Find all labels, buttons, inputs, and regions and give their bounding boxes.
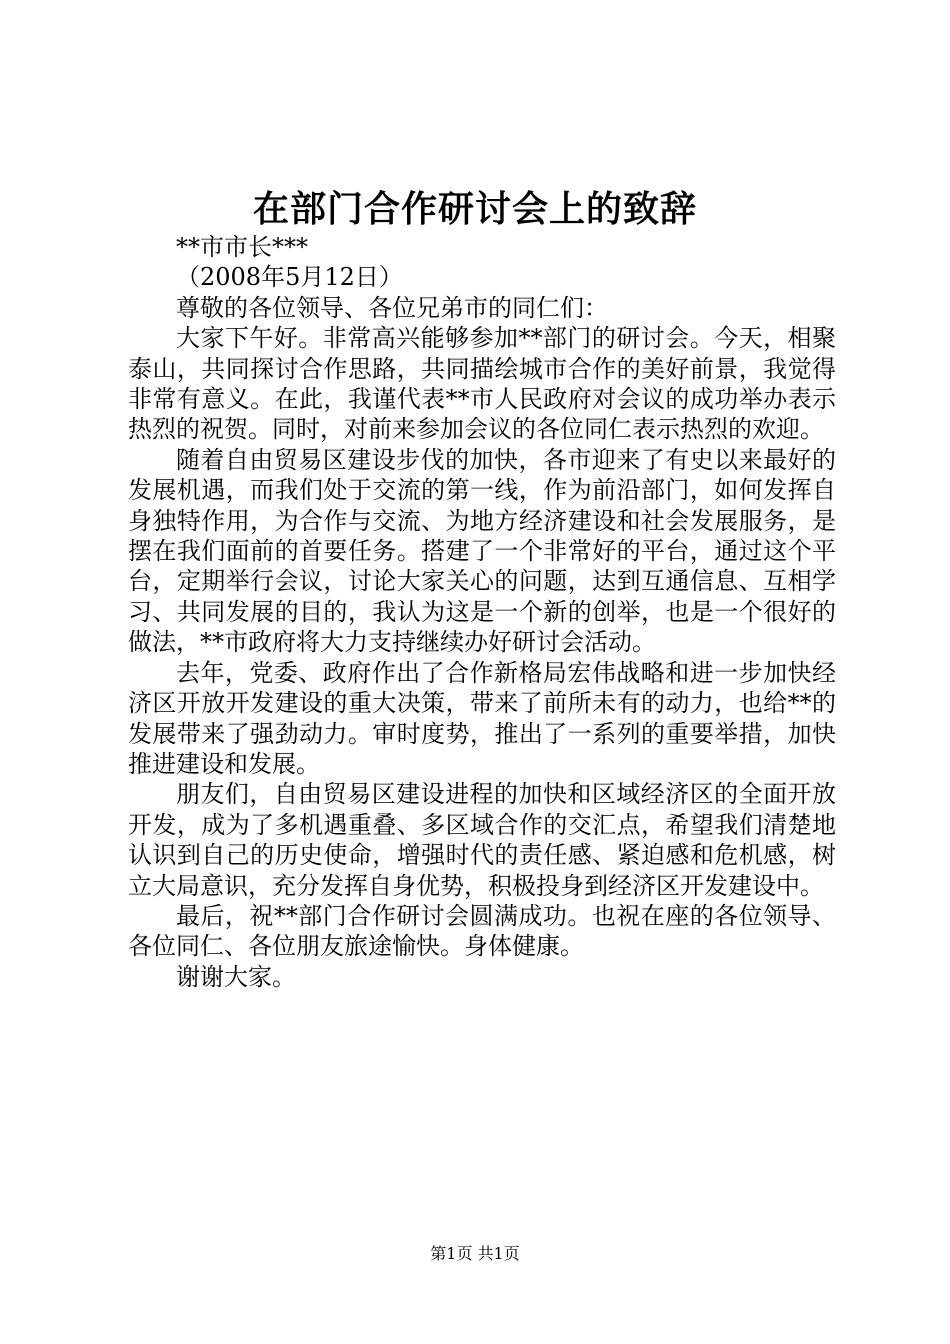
paragraph: 朋友们，自由贸易区建设进程的加快和区域经济区的全面开放开发，成为了多机遇重叠、多区域合作的交汇点，希望我们清楚地认识到自己的历史使命，增强时代的责任感、紧迫感和危机感，树立大局意识，充分发挥自身优势，积极投身到经济区开发建设中。 xyxy=(128,780,836,900)
salutation: 尊敬的各位领导、各位兄弟市的同仁们： xyxy=(176,293,608,322)
date-line: （2008年5月12日） xyxy=(176,263,403,292)
paragraph: 随着自由贸易区建设步伐的加快，各市迎来了有史以来最好的发展机遇，而我们处于交流的第一线，作为前沿部门，如何发挥自身独特作用，为合作与交流、为地方经济建设和社会发展服务，是摆在我们面前的首要任务。搭建了一个非常好的平台，通过这个平台，定期举行会议，讨论大家关心的问题，达到互通信息、互相学习、共同发展的目的，我认为这是一个新的创举，也是一个很好的做法，**市政府将大力支持继续办好研讨会活动。 xyxy=(128,445,836,657)
author-line: **市市长*** xyxy=(176,233,308,261)
paragraph: 最后，祝**部门合作研讨会圆满成功。也祝在座的各位领导、各位同仁、各位朋友旅途愉快。身体健康。 xyxy=(128,901,836,961)
page-footer: 第1页 共1页 xyxy=(430,1244,520,1263)
closing-line: 谢谢大家。 xyxy=(176,962,296,991)
paragraph: 大家下午好。非常高兴能够参加**部门的研讨会。今天，相聚泰山，共同探讨合作思路，共同描绘城市合作的美好前景，我觉得非常有意义。在此，我谨代表**市人民政府对会议的成功举办表示热烈的祝贺。同时，对前来参加会议的各位同仁表示热烈的欢迎。 xyxy=(128,324,836,444)
document-body xyxy=(128,232,836,992)
document-title: 在部门合作研讨会上的致辞 xyxy=(252,188,697,230)
paragraph: 去年，党委、政府作出了合作新格局宏伟战略和进一步加快经济区开放开发建设的重大决策，带来了前所未有的动力，也给**的发展带来了强劲动力。审时度势，推出了一系列的重要举措，加快推进建设和发展。 xyxy=(128,658,836,778)
